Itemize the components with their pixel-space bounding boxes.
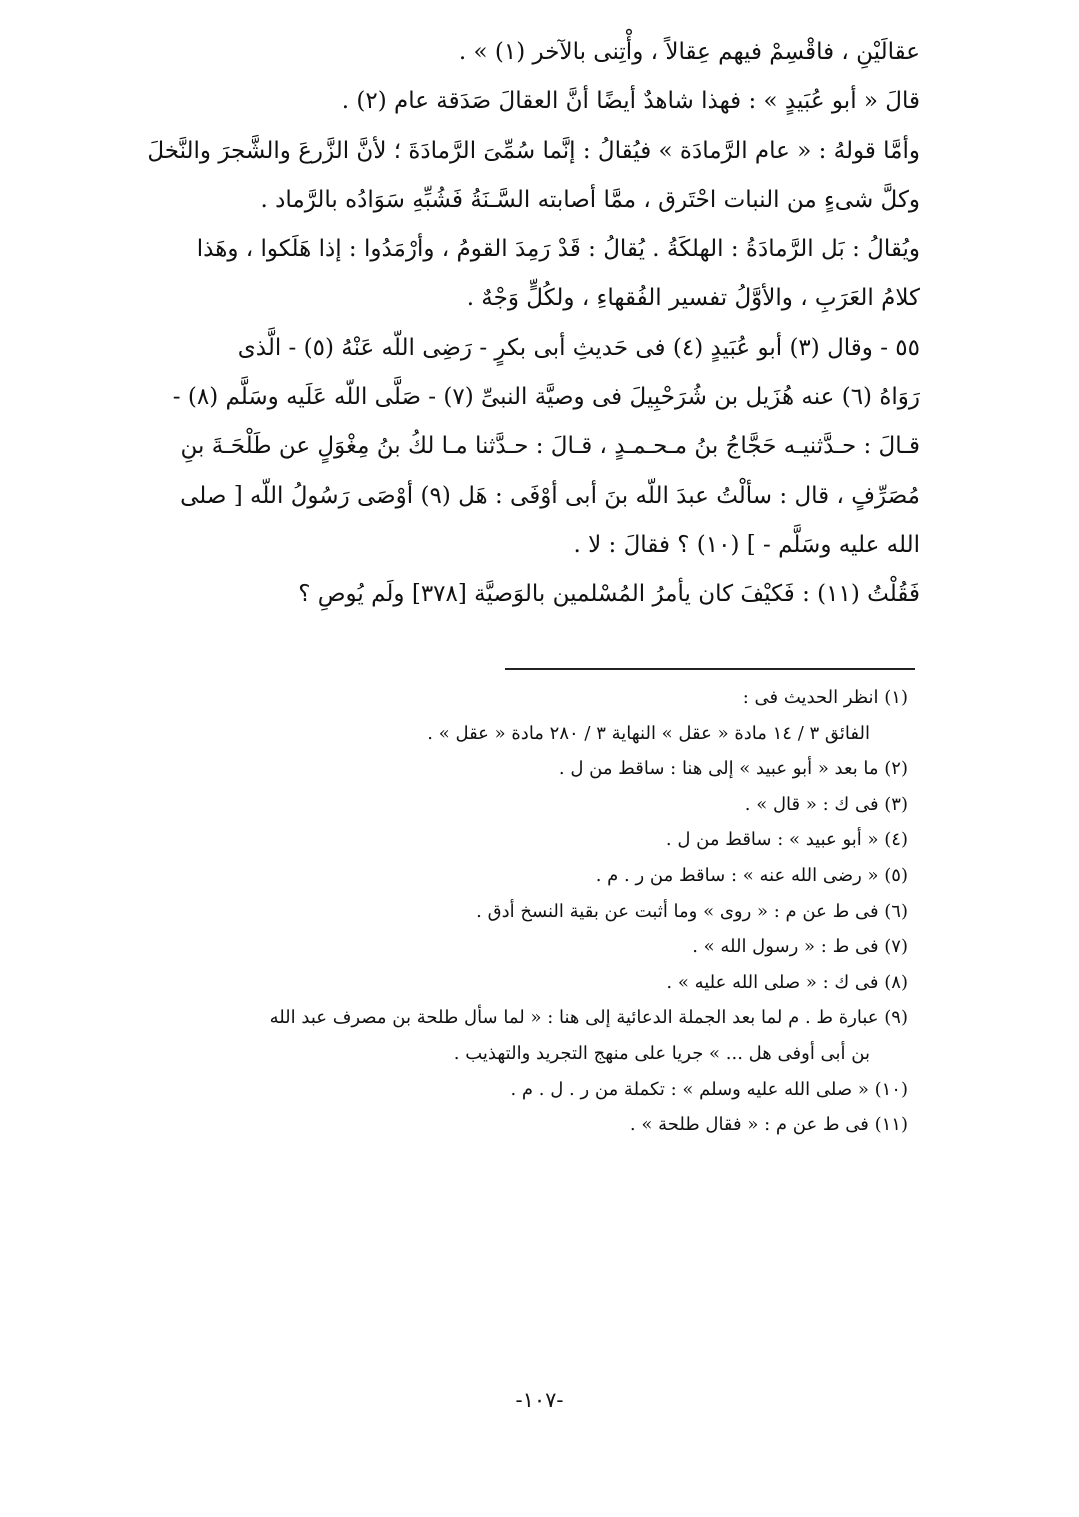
main-text-block [147, 28, 920, 620]
footnote: (٧) فى ط : « رسول الله » . [692, 936, 908, 958]
main-text-line: الله عليه وسَلَّم - ] (١٠) ؟ فقالَ : لا . [573, 531, 920, 558]
footnote: (١١) فى ط عن م : « فقال طلحة » . [629, 1114, 908, 1136]
main-text-line: ٥٥ - وقال (٣) أبو عُبَيدٍ (٤) فى حَديثِ أبى بكرٍ - رَضِى اللّه عَنْهُ (٥) - الَّذى [237, 334, 920, 361]
main-text-line: ويُقالُ : بَل الرَّمادَةُ : الهلكَةُ . يُقالُ : قَدْ رَمِدَ القومُ ، وأرْمَدُوا : إذا هَلَكوا ، وهَذا [196, 236, 920, 263]
main-text-line: رَوَاهُ (٦) عنه هُزَيل بن شُرَحْبِيلَ فى وصيَّة النبىِّ (٧) - صَلَّى اللّه عَلَيه وسَلَّم (٨) - [172, 384, 920, 411]
main-text-line: قالَ « أبو عُبَيدٍ » : فهذا شاهدٌ أيضًا أنَّ العقالَ صَدَقة عام (٢) . [341, 88, 920, 115]
footnote: (٤) « أبو عبيد » : ساقط من ل . [665, 829, 908, 851]
footnote: (٦) فى ط عن م : « روى » وما أثبت عن بقية النسخ أدق . [476, 900, 908, 922]
footnotes-block [180, 680, 908, 1143]
main-text-line: كلامُ العَرَبِ ، والأوَّلُ تفسير الفُقهاءِ ، ولكُلٍّ وَجْهٌ . [466, 285, 920, 312]
footnote: (٩) عبارة ط . م لما بعد الجملة الدعائية إلى هنا : « لما سأل طلحة بن مصرف عبد الله [269, 1007, 908, 1029]
footnote-continuation: الفائق ٣ / ١٤ مادة « عقل » النهاية ٣ / ٢٨٠ مادة « عقل » . [427, 722, 870, 744]
footnote: (٢) ما بعد « أبو عبيد » إلى هنا : ساقط من ل . [558, 758, 908, 780]
page-number: -١٠٧- [515, 1388, 564, 1412]
footnote-divider [505, 668, 915, 670]
footnote: (٣) فى ك : « قال » . [744, 793, 908, 815]
main-text-line: قـالَ : حـدَّثنيـه حَجَّاجُ بنُ مـحـمـدٍ ، قـالَ : حـدَّثنا مـا لكُ بنُ مِغْوَلٍ عن طَلْحَـةَ بنِ [180, 433, 920, 460]
footnote: (٥) « رضى الله عنه » : ساقط من ر . م . [595, 864, 908, 886]
main-text-line: وأمَّا قولهُ : « عام الرَّمادَة » فيُقالُ : إنَّما سُمِّىَ الرَّمادَةَ ؛ لأنَّ الزَّرعَ والشَّجرَ والنَّخلَ [147, 137, 920, 164]
footnote-continuation: بن أبى أوفى هل ... » جريا على منهج التجريد والتهذيب . [453, 1042, 870, 1064]
footnote: (٨) فى ك : « صلى الله عليه » . [666, 971, 908, 993]
footnote: (١٠) « صلى الله عليه وسلم » : تكملة من ر . ل . م . [510, 1078, 908, 1100]
main-text-line: وكلَّ شىءٍ من النبات احْتَرق ، ممَّا أصابته السَّـنَةُ فَشُبِّهِ سَوَادُه بالرَّماد . [260, 186, 920, 213]
footnote: (١) انظر الحديث فى : [742, 687, 908, 708]
main-text-line: عقالَيْنِ ، فاقْسِمْ فيهم عِقالاً ، وأْتِنى بالآخر (١) » . [458, 39, 920, 65]
main-text-line: فَقُلْتُ (١١) : فَكيْفَ كان يأمرُ المُسْلمين بالوَصيَّة [٣٧٨] ولَم يُوصِ ؟ [298, 581, 920, 608]
main-text-line: مُصَرِّفٍ ، قال : سألْتُ عبدَ اللّه بنَ أبى أوْفَى : هَل (٩) أوْصَى رَسُولُ اللّه [ صلى [180, 482, 920, 509]
